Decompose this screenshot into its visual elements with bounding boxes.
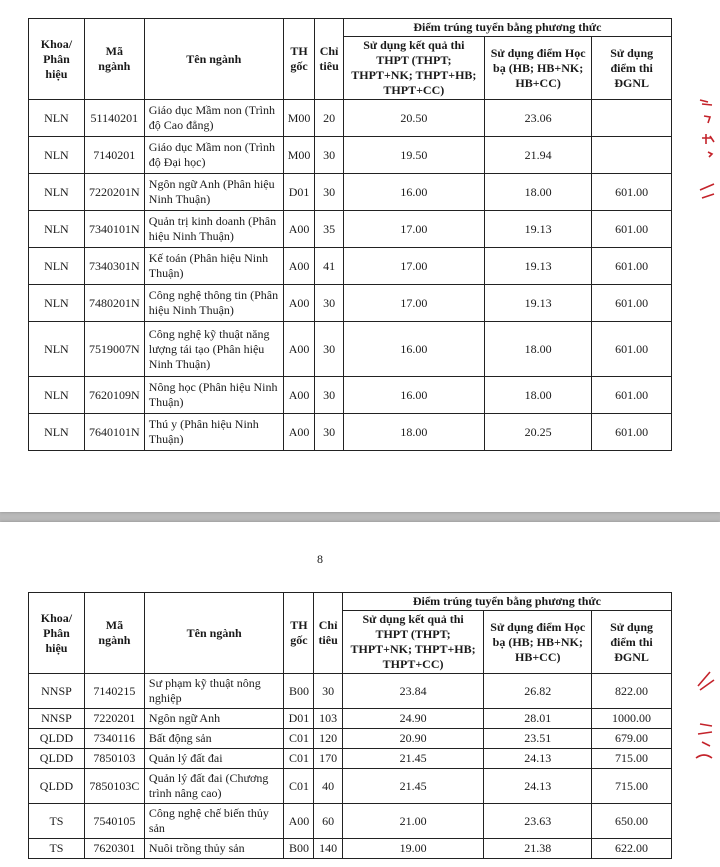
- cell-khoa: TS: [29, 804, 85, 839]
- cell-dgnl-score: 601.00: [592, 211, 672, 248]
- cell-chi-tieu: 41: [315, 248, 343, 285]
- cell-ten-nganh: Giáo dục Mầm non (Trình độ Đại học): [144, 137, 283, 174]
- cell-th-goc: A00: [283, 248, 315, 285]
- cell-thpt-score: 23.84: [342, 674, 484, 709]
- admission-score-table-2: [28, 592, 672, 859]
- cell-chi-tieu: 103: [314, 709, 342, 729]
- cell-th-goc: B00: [284, 674, 314, 709]
- cell-dgnl-score: 601.00: [592, 285, 672, 322]
- cell-khoa: NLN: [29, 174, 85, 211]
- cell-ma-nganh: 7140215: [84, 674, 144, 709]
- header-ma-nganh: Mã ngành: [84, 19, 144, 100]
- cell-chi-tieu: 35: [315, 211, 343, 248]
- header-khoa: Khoa/ Phân hiệu: [29, 19, 85, 100]
- page-number: 8: [317, 552, 323, 566]
- cell-th-goc: A00: [283, 285, 315, 322]
- cell-khoa: NNSP: [29, 709, 85, 729]
- cell-khoa: NLN: [29, 137, 85, 174]
- cell-ten-nganh: Công nghệ chế biến thủy sản: [144, 804, 284, 839]
- header-method-group: Điểm trúng tuyển bằng phương thức: [343, 19, 671, 37]
- cell-hocba-score: 23.63: [484, 804, 592, 839]
- cell-ma-nganh: 7340101N: [84, 211, 144, 248]
- cell-chi-tieu: 30: [315, 137, 343, 174]
- cell-khoa: NLN: [29, 285, 85, 322]
- header-ten-nganh: Tên ngành: [144, 593, 284, 674]
- cell-thpt-score: 21.00: [342, 804, 484, 839]
- table-row: [29, 414, 672, 451]
- cell-ma-nganh: 7850103: [84, 749, 144, 769]
- cell-ten-nganh: Công nghệ kỹ thuật năng lượng tái tạo (Phân hiệu Ninh Thuận): [144, 322, 283, 377]
- cell-thpt-score: 16.00: [343, 377, 484, 414]
- cell-hocba-score: 21.38: [484, 839, 592, 859]
- cell-ma-nganh: 7620301: [84, 839, 144, 859]
- header-dgnl: Sử dụng điểm thi ĐGNL: [592, 611, 672, 674]
- cell-khoa: NLN: [29, 322, 85, 377]
- cell-th-goc: M00: [283, 100, 315, 137]
- cell-th-goc: D01: [284, 709, 314, 729]
- cell-ten-nganh: Quản lý đất đai: [144, 749, 284, 769]
- cell-ten-nganh: Quản lý đất đai (Chương trình nâng cao): [144, 769, 284, 804]
- red-stamp-mark: [690, 642, 720, 772]
- cell-ma-nganh: 7519007N: [84, 322, 144, 377]
- cell-chi-tieu: 170: [314, 749, 342, 769]
- cell-ten-nganh: Ngôn ngữ Anh (Phân hiệu Ninh Thuận): [144, 174, 283, 211]
- cell-ma-nganh: 7480201N: [84, 285, 144, 322]
- cell-ma-nganh: 7540105: [84, 804, 144, 839]
- cell-dgnl-score: 601.00: [592, 174, 672, 211]
- admission-score-table-1: [28, 18, 672, 451]
- table-row: [29, 729, 672, 749]
- table-row: [29, 749, 672, 769]
- cell-dgnl-score: 715.00: [592, 769, 672, 804]
- cell-thpt-score: 18.00: [343, 414, 484, 451]
- cell-th-goc: A00: [284, 804, 314, 839]
- table-row: [29, 137, 672, 174]
- header-chi-tieu: Chỉ tiêu: [314, 593, 342, 674]
- cell-ma-nganh: 7220201N: [84, 174, 144, 211]
- cell-thpt-score: 24.90: [342, 709, 484, 729]
- header-khoa: Khoa/ Phân hiệu: [29, 593, 85, 674]
- cell-thpt-score: 17.00: [343, 285, 484, 322]
- header-th-goc: TH gốc: [283, 19, 315, 100]
- cell-dgnl-score: 822.00: [592, 674, 672, 709]
- table-row: [29, 248, 672, 285]
- cell-dgnl-score: 679.00: [592, 729, 672, 749]
- table-row: [29, 211, 672, 248]
- header-ten-nganh: Tên ngành: [144, 19, 283, 100]
- cell-ten-nganh: Bất động sản: [144, 729, 284, 749]
- cell-thpt-score: 17.00: [343, 248, 484, 285]
- cell-dgnl-score: 622.00: [592, 839, 672, 859]
- cell-ten-nganh: Quản trị kinh doanh (Phân hiệu Ninh Thuận): [144, 211, 283, 248]
- cell-thpt-score: 16.00: [343, 322, 484, 377]
- cell-khoa: QLDD: [29, 769, 85, 804]
- cell-hocba-score: 24.13: [484, 769, 592, 804]
- cell-th-goc: A00: [283, 414, 315, 451]
- table-row: [29, 839, 672, 859]
- cell-chi-tieu: 30: [315, 322, 343, 377]
- cell-chi-tieu: 140: [314, 839, 342, 859]
- cell-th-goc: C01: [284, 749, 314, 769]
- header-thpt: Sử dụng kết quả thi THPT (THPT; THPT+NK; THPT+HB; THPT+CC): [342, 611, 484, 674]
- cell-ma-nganh: 7850103C: [84, 769, 144, 804]
- cell-ma-nganh: 7340116: [84, 729, 144, 749]
- cell-thpt-score: 19.50: [343, 137, 484, 174]
- cell-hocba-score: 19.13: [484, 285, 591, 322]
- cell-hocba-score: 18.00: [484, 322, 591, 377]
- cell-chi-tieu: 30: [315, 414, 343, 451]
- cell-ma-nganh: 7220201: [84, 709, 144, 729]
- cell-chi-tieu: 60: [314, 804, 342, 839]
- cell-khoa: NLN: [29, 100, 85, 137]
- header-thpt: Sử dụng kết quả thi THPT (THPT; THPT+NK; THPT+HB; THPT+CC): [343, 37, 484, 100]
- red-stamp-mark: [696, 90, 720, 210]
- cell-ten-nganh: Thú y (Phân hiệu Ninh Thuận): [144, 414, 283, 451]
- table-row: [29, 804, 672, 839]
- cell-dgnl-score: 601.00: [592, 414, 672, 451]
- cell-khoa: NNSP: [29, 674, 85, 709]
- cell-th-goc: M00: [283, 137, 315, 174]
- cell-th-goc: B00: [284, 839, 314, 859]
- cell-dgnl-score: 601.00: [592, 322, 672, 377]
- cell-khoa: NLN: [29, 377, 85, 414]
- cell-dgnl-score: 1000.00: [592, 709, 672, 729]
- cell-hocba-score: 19.13: [484, 211, 591, 248]
- header-dgnl: Sử dụng điểm thi ĐGNL: [592, 37, 672, 100]
- cell-khoa: QLDD: [29, 749, 85, 769]
- cell-th-goc: D01: [283, 174, 315, 211]
- cell-ten-nganh: Công nghệ thông tin (Phân hiệu Ninh Thuận): [144, 285, 283, 322]
- header-th-goc: TH gốc: [284, 593, 314, 674]
- table-row: [29, 174, 672, 211]
- document-page-2: [0, 522, 720, 867]
- cell-dgnl-score: 601.00: [592, 248, 672, 285]
- cell-chi-tieu: 40: [314, 769, 342, 804]
- cell-chi-tieu: 120: [314, 729, 342, 749]
- cell-thpt-score: 21.45: [342, 749, 484, 769]
- cell-ten-nganh: Sư phạm kỹ thuật nông nghiệp: [144, 674, 284, 709]
- table-row: [29, 100, 672, 137]
- cell-th-goc: C01: [284, 729, 314, 749]
- cell-dgnl-score: [592, 137, 672, 174]
- cell-khoa: NLN: [29, 248, 85, 285]
- cell-chi-tieu: 30: [315, 377, 343, 414]
- cell-ten-nganh: Ngôn ngữ Anh: [144, 709, 284, 729]
- cell-hocba-score: 28.01: [484, 709, 592, 729]
- cell-thpt-score: 19.00: [342, 839, 484, 859]
- cell-chi-tieu: 20: [315, 100, 343, 137]
- cell-th-goc: C01: [284, 769, 314, 804]
- table-row: [29, 769, 672, 804]
- cell-ten-nganh: Nông học (Phân hiệu Ninh Thuận): [144, 377, 283, 414]
- cell-th-goc: A00: [283, 377, 315, 414]
- cell-hocba-score: 18.00: [484, 377, 591, 414]
- cell-hocba-score: 26.82: [484, 674, 592, 709]
- cell-ma-nganh: 7620109N: [84, 377, 144, 414]
- cell-hocba-score: 23.51: [484, 729, 592, 749]
- cell-ma-nganh: 7340301N: [84, 248, 144, 285]
- cell-ten-nganh: Giáo dục Mầm non (Trình độ Cao đẳng): [144, 100, 283, 137]
- cell-dgnl-score: 601.00: [592, 377, 672, 414]
- cell-ma-nganh: 7140201: [84, 137, 144, 174]
- table-row: [29, 377, 672, 414]
- cell-dgnl-score: 650.00: [592, 804, 672, 839]
- cell-hocba-score: 24.13: [484, 749, 592, 769]
- table-row: [29, 674, 672, 709]
- cell-chi-tieu: 30: [315, 285, 343, 322]
- header-method-group: Điểm trúng tuyển bằng phương thức: [342, 593, 671, 611]
- cell-khoa: QLDD: [29, 729, 85, 749]
- cell-th-goc: A00: [283, 211, 315, 248]
- table-row: [29, 285, 672, 322]
- cell-khoa: NLN: [29, 211, 85, 248]
- cell-th-goc: A00: [283, 322, 315, 377]
- cell-ten-nganh: Nuôi trồng thủy sản: [144, 839, 284, 859]
- cell-ma-nganh: 7640101N: [84, 414, 144, 451]
- table-row: [29, 709, 672, 729]
- header-hocba: Sử dụng điểm Học bạ (HB; HB+NK; HB+CC): [484, 37, 591, 100]
- cell-chi-tieu: 30: [315, 174, 343, 211]
- cell-hocba-score: 18.00: [484, 174, 591, 211]
- cell-khoa: NLN: [29, 414, 85, 451]
- cell-ma-nganh: 51140201: [84, 100, 144, 137]
- cell-hocba-score: 23.06: [484, 100, 591, 137]
- header-hocba: Sử dụng điểm Học bạ (HB; HB+NK; HB+CC): [484, 611, 592, 674]
- cell-thpt-score: 17.00: [343, 211, 484, 248]
- cell-hocba-score: 20.25: [484, 414, 591, 451]
- table-row: [29, 322, 672, 377]
- header-chi-tieu: Chỉ tiêu: [315, 19, 343, 100]
- cell-thpt-score: 16.00: [343, 174, 484, 211]
- cell-hocba-score: 21.94: [484, 137, 591, 174]
- cell-hocba-score: 19.13: [484, 248, 591, 285]
- cell-thpt-score: 20.90: [342, 729, 484, 749]
- cell-khoa: TS: [29, 839, 85, 859]
- cell-thpt-score: 20.50: [343, 100, 484, 137]
- cell-ten-nganh: Kế toán (Phân hiệu Ninh Thuận): [144, 248, 283, 285]
- cell-thpt-score: 21.45: [342, 769, 484, 804]
- header-ma-nganh: Mã ngành: [84, 593, 144, 674]
- cell-dgnl-score: [592, 100, 672, 137]
- cell-dgnl-score: 715.00: [592, 749, 672, 769]
- cell-chi-tieu: 30: [314, 674, 342, 709]
